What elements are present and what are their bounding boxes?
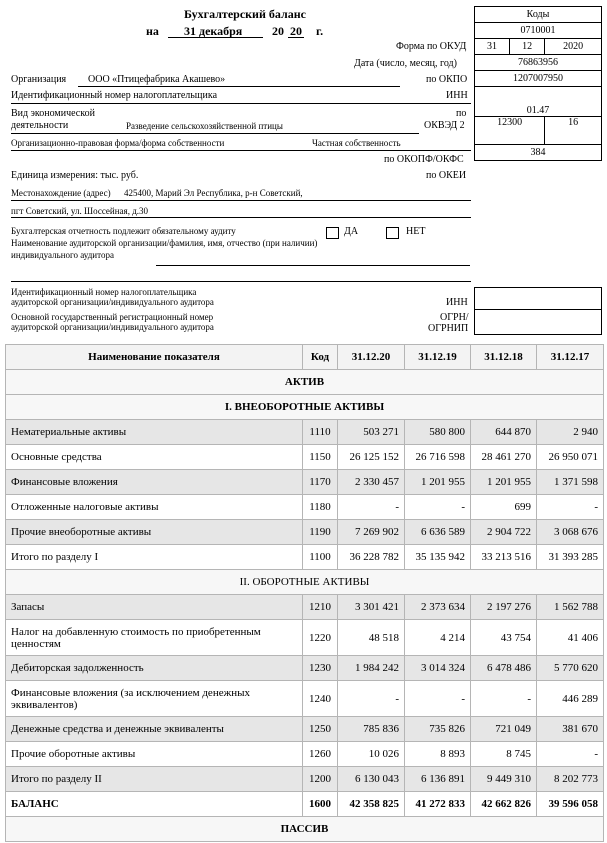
passiv-heading: ПАССИВ: [6, 817, 604, 842]
row-name: Дебиторская задолженность: [6, 656, 303, 681]
address-label: Местонахождение (адрес): [11, 188, 111, 198]
inn-label: ИНН: [446, 90, 468, 101]
table-row: [6, 495, 604, 520]
table-row: [6, 595, 604, 620]
row-name: Прочие внеоборотные активы: [6, 520, 303, 545]
legal-form-label: Организационно-правовая форма/форма собственности: [11, 138, 225, 148]
row-code: 1150: [303, 445, 338, 470]
inn-code: 1207007950: [475, 71, 602, 87]
org-value: ООО «Птицефабрика Акашево»: [88, 74, 226, 85]
row-value-2020: -: [338, 681, 405, 717]
row-code: 1200: [303, 767, 338, 792]
row-value-2018: 9 449 310: [471, 767, 537, 792]
okfs-code: 16: [545, 117, 602, 145]
row-value-2017: 8 202 773: [537, 767, 604, 792]
row-value-2019: -: [405, 681, 471, 717]
section-row-passiv: [6, 817, 604, 842]
row-value-2019: 41 272 833: [405, 792, 471, 817]
table-row: [6, 445, 604, 470]
row-value-2020: 36 228 782: [338, 545, 405, 570]
row-value-2017: 1 371 598: [537, 470, 604, 495]
row-value-2018: -: [471, 681, 537, 717]
row-value-2018: 43 754: [471, 620, 537, 656]
row-value-2020: -: [338, 495, 405, 520]
audit-no-checkbox[interactable]: [386, 224, 399, 242]
section-row-noncurrent: [6, 395, 604, 420]
row-value-2019: 2 373 634: [405, 595, 471, 620]
row-name: Нематериальные активы: [6, 420, 303, 445]
row-value-2017: 41 406: [537, 620, 604, 656]
row-value-2018: 42 662 826: [471, 792, 537, 817]
auditor-ogrn-label-2: аудиторской организации/индивидуального аудитора: [11, 322, 214, 332]
row-name: Основные средства: [6, 445, 303, 470]
auditor-inn-code-label: ИНН: [446, 297, 468, 308]
row-value-2017: 26 950 071: [537, 445, 604, 470]
row-value-2018: 33 213 516: [471, 545, 537, 570]
row-code: 1190: [303, 520, 338, 545]
table-header-row: [6, 345, 604, 370]
row-value-2017: 5 770 620: [537, 656, 604, 681]
row-name: Налог на добавленную стоимость по приобретенным ценностям: [6, 620, 303, 656]
auditor-name-label-1: Наименование аудиторской организации/фамилия, имя, отчество (при наличии): [11, 238, 318, 248]
balance-table: [5, 344, 604, 842]
okopf-code: 12300: [475, 117, 545, 145]
row-value-2020: 48 518: [338, 620, 405, 656]
address-underline-2: [11, 217, 471, 218]
balance-year-g: г.: [316, 24, 324, 38]
balance-year-prefix: 20: [272, 24, 284, 38]
table-row: [6, 742, 604, 767]
year-underline: [288, 37, 304, 38]
row-value-2020: 7 269 902: [338, 520, 405, 545]
row-value-2018: 6 478 486: [471, 656, 537, 681]
row-name: Прочие оборотные активы: [6, 742, 303, 767]
legal-form-underline: [11, 150, 471, 151]
row-value-2018: 699: [471, 495, 537, 520]
row-code: 1180: [303, 495, 338, 520]
row-value-2019: 1 201 955: [405, 470, 471, 495]
table-row-total: [6, 767, 604, 792]
table-row: [6, 420, 604, 445]
okpo-label: по ОКПО: [426, 74, 468, 85]
okpo-code: 76863956: [475, 55, 602, 71]
balance-date-day-month: 31 декабря: [184, 24, 243, 38]
row-value-2018: 721 049: [471, 717, 537, 742]
row-code: 1110: [303, 420, 338, 445]
ogrnip-label: ОГРНИП: [428, 323, 469, 334]
row-name: Финансовые вложения (за исключением денежных эквивалентов): [6, 681, 303, 717]
auditor-ogrn-box[interactable]: [474, 309, 602, 335]
balance-year-suffix: 20: [290, 24, 302, 38]
row-value-2018: 2 197 276: [471, 595, 537, 620]
column-header-2019: 31.12.19: [405, 345, 471, 370]
row-value-2019: 6 136 891: [405, 767, 471, 792]
row-value-2020: 2 330 457: [338, 470, 405, 495]
auditor-name-label-2: индивидуального аудитора: [11, 250, 114, 260]
date-label: Дата (число, месяц, год): [354, 58, 457, 69]
row-value-2017: 1 562 788: [537, 595, 604, 620]
inn-row-label: Идентификационный номер налогоплательщика: [11, 90, 218, 101]
row-value-2017: 39 596 058: [537, 792, 604, 817]
row-value-2019: 735 826: [405, 717, 471, 742]
okei-code: 384: [475, 145, 602, 161]
row-value-2017: -: [537, 495, 604, 520]
column-header-name: Наименование показателя: [6, 345, 303, 370]
section-row-aktiv: [6, 370, 604, 395]
unit-label: Единица измерения: тыс. руб.: [11, 170, 139, 181]
activity-label-2: деятельности: [11, 120, 69, 131]
ogrn-label: ОГРН/: [440, 312, 469, 323]
audit-label: Бухгалтерская отчетность подлежит обязательному аудиту: [11, 226, 236, 236]
auditor-inn-label-2: аудиторской организации/индивидуального аудитора: [11, 297, 214, 307]
row-value-2018: 28 461 270: [471, 445, 537, 470]
row-name: Отложенные налоговые активы: [6, 495, 303, 520]
row-code: 1230: [303, 656, 338, 681]
row-name: Запасы: [6, 595, 303, 620]
date-year-code: 2020: [545, 39, 602, 55]
column-header-2018: 31.12.18: [471, 345, 537, 370]
auditor-inn-box[interactable]: [474, 287, 602, 310]
address-line-2: пгт Советский, ул. Шоссейная, д.30: [11, 206, 149, 216]
row-value-2020: 26 125 152: [338, 445, 405, 470]
row-code: 1600: [303, 792, 338, 817]
row-value-2020: 1 984 242: [338, 656, 405, 681]
row-value-2019: 580 800: [405, 420, 471, 445]
date-day-code: 31: [475, 39, 510, 55]
table-row-balance: [6, 792, 604, 817]
audit-yes-label: ДА: [344, 226, 359, 237]
row-value-2020: 10 026: [338, 742, 405, 767]
okei-label: по ОКЕИ: [426, 170, 467, 181]
auditor-name-underline-1: [156, 265, 470, 266]
row-name: Итого по разделу II: [6, 767, 303, 792]
row-value-2020: 3 301 421: [338, 595, 405, 620]
row-value-2017: 2 940: [537, 420, 604, 445]
column-header-2020: 31.12.20: [338, 345, 405, 370]
table-row: [6, 717, 604, 742]
column-header-code: Код: [303, 345, 338, 370]
row-value-2018: 2 904 722: [471, 520, 537, 545]
table-row: [6, 656, 604, 681]
row-value-2018: 8 745: [471, 742, 537, 767]
org-label: Организация: [11, 74, 67, 85]
row-value-2017: 3 068 676: [537, 520, 604, 545]
row-value-2017: -: [537, 742, 604, 767]
row-code: 1220: [303, 620, 338, 656]
activity-label-1: Вид экономической: [11, 108, 95, 119]
auditor-name-underline-2: [11, 281, 471, 282]
legal-form-value: Частная собственность: [312, 138, 401, 148]
org-underline: [78, 86, 400, 87]
row-value-2017: 381 670: [537, 717, 604, 742]
row-value-2019: 3 014 324: [405, 656, 471, 681]
row-name: Финансовые вложения: [6, 470, 303, 495]
row-code: 1250: [303, 717, 338, 742]
row-value-2020: 785 836: [338, 717, 405, 742]
inn-underline: [11, 103, 471, 104]
table-row: [6, 681, 604, 717]
auditor-ogrn-label-1: Основной государственный регистрационный номер: [11, 312, 214, 322]
section-2-heading: II. ОБОРОТНЫЕ АКТИВЫ: [6, 570, 604, 595]
column-header-2017: 31.12.17: [537, 345, 604, 370]
row-value-2019: 26 716 598: [405, 445, 471, 470]
row-value-2019: 4 214: [405, 620, 471, 656]
audit-no-label: НЕТ: [406, 226, 426, 237]
row-value-2020: 6 130 043: [338, 767, 405, 792]
table-row: [6, 620, 604, 656]
codes-box: [474, 6, 602, 161]
row-value-2019: 35 135 942: [405, 545, 471, 570]
row-value-2020: 503 271: [338, 420, 405, 445]
address-line-1: 425400, Марий Эл Республика, р-н Советский,: [124, 188, 303, 198]
row-value-2018: 644 870: [471, 420, 537, 445]
okved-label-1: по: [456, 108, 467, 119]
row-name: Денежные средства и денежные эквиваленты: [6, 717, 303, 742]
section-row-current: [6, 570, 604, 595]
row-value-2017: 446 289: [537, 681, 604, 717]
table-row: [6, 520, 604, 545]
row-value-2019: 8 893: [405, 742, 471, 767]
balance-date-prefix: на: [146, 24, 159, 38]
activity-underline: [11, 133, 419, 134]
row-value-2020: 42 358 825: [338, 792, 405, 817]
row-value-2019: -: [405, 495, 471, 520]
section-1-heading: I. ВНЕОБОРОТНЫЕ АКТИВЫ: [6, 395, 604, 420]
okud-code: 0710001: [475, 23, 602, 39]
okved-code: 01.47: [475, 87, 602, 117]
table-row-total: [6, 545, 604, 570]
auditor-inn-label-1: Идентификационный номер налогоплательщика: [11, 287, 197, 297]
row-name: Итого по разделу I: [6, 545, 303, 570]
date-month-code: 12: [510, 39, 545, 55]
row-value-2017: 31 393 285: [537, 545, 604, 570]
address-underline-1: [11, 200, 471, 201]
row-code: 1210: [303, 595, 338, 620]
okopf-label: по ОКОПФ/ОКФС: [384, 154, 464, 165]
codes-label: Коды: [475, 7, 602, 23]
row-name: БАЛАНС: [6, 792, 303, 817]
row-code: 1100: [303, 545, 338, 570]
audit-yes-checkbox[interactable]: [326, 224, 339, 242]
okved-label-2: ОКВЭД 2: [424, 120, 465, 131]
okud-label: Форма по ОКУД: [396, 41, 467, 52]
row-value-2018: 1 201 955: [471, 470, 537, 495]
row-value-2019: 6 636 589: [405, 520, 471, 545]
activity-value: Разведение сельскохозяйственной птицы: [126, 121, 283, 131]
table-row: [6, 470, 604, 495]
row-code: 1170: [303, 470, 338, 495]
document-title: Бухгалтерский баланс: [184, 7, 306, 21]
row-code: 1240: [303, 681, 338, 717]
date-underline: [168, 37, 263, 38]
aktiv-heading: АКТИВ: [6, 370, 604, 395]
row-code: 1260: [303, 742, 338, 767]
